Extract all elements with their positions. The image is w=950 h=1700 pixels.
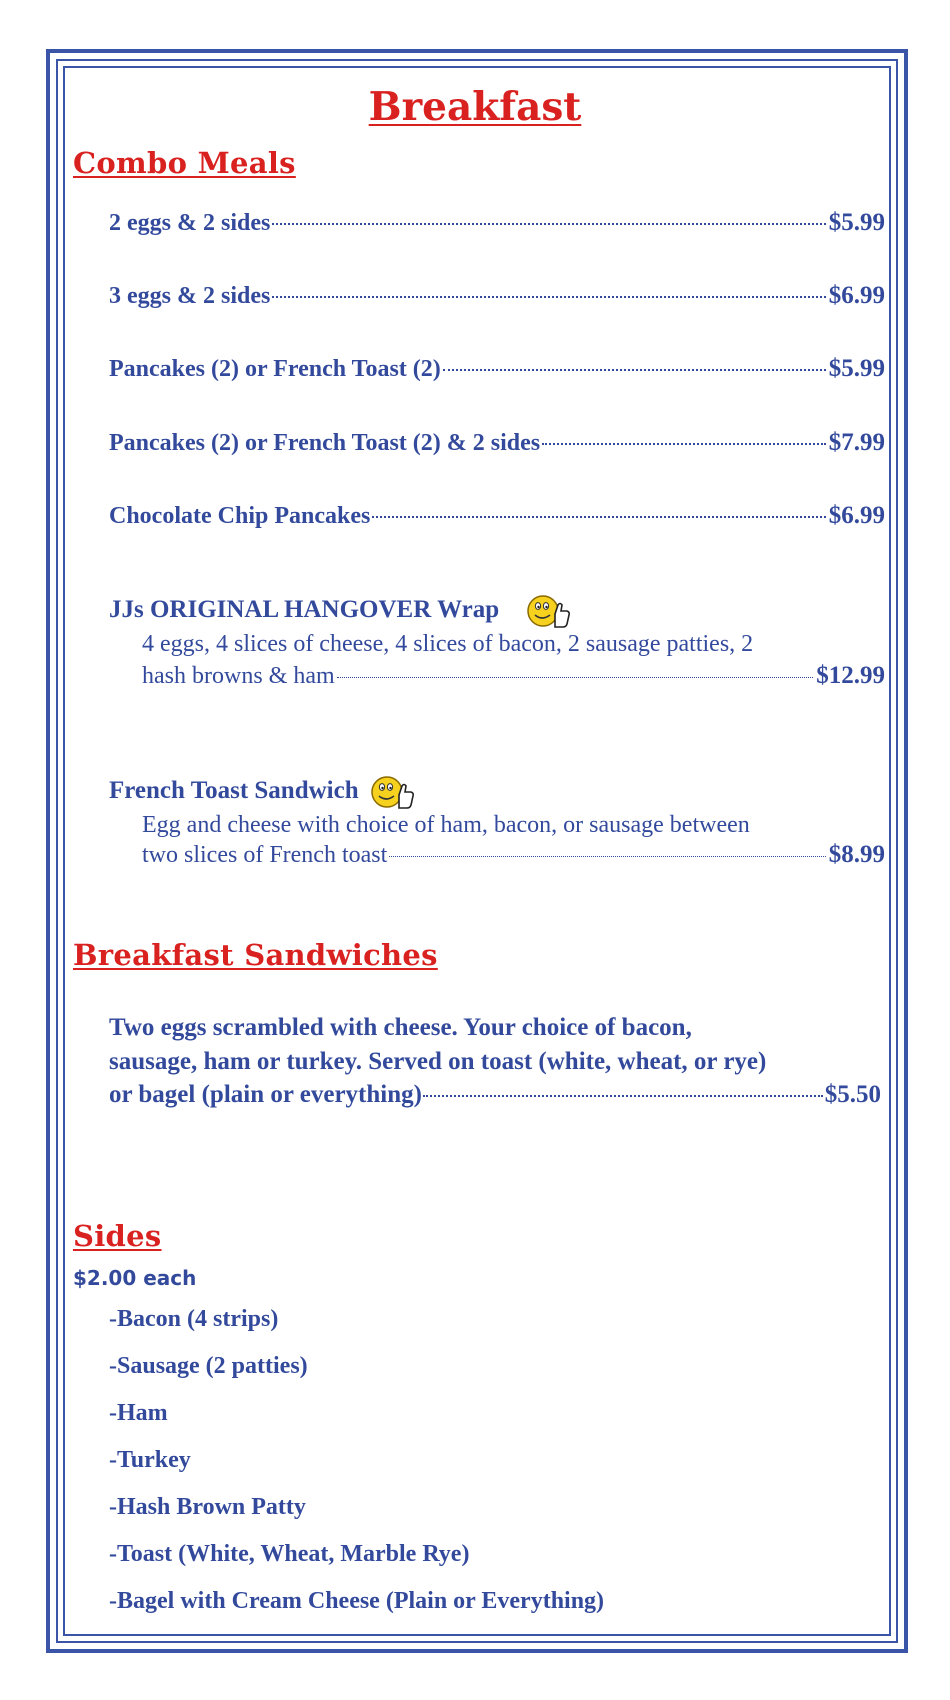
menu-item-price: $5.99 [828, 209, 885, 236]
menu-item-name: 2 eggs & 2 sides [109, 210, 271, 236]
list-item: -Bagel with Cream Cheese (Plain or Everything) [109, 1588, 605, 1614]
list-item: -Turkey [109, 1447, 191, 1473]
dot-leader [372, 516, 825, 518]
section-heading-combo-meals: Combo Meals [73, 146, 296, 180]
list-item: -Toast (White, Wheat, Marble Rye) [109, 1541, 470, 1567]
sandwich-description: Two eggs scrambled with cheese. Your choice of bacon, sausage, ham or turkey. Served on toast (white, wheat, or rye) [109, 1014, 767, 1075]
menu-item-name: Pancakes (2) or French Toast (2) & 2 sides [109, 430, 541, 456]
special-item-description: hash browns & ham [142, 663, 335, 689]
dot-leader [389, 856, 825, 857]
dot-leader [337, 677, 814, 678]
menu-item-price: $12.99 [816, 662, 885, 689]
list-item: -Ham [109, 1400, 168, 1426]
thumbs-up-smiley-icon [369, 771, 415, 811]
special-item-description: 4 eggs, 4 slices of cheese, 4 slices of bacon, 2 sausage patties, 2 [142, 631, 754, 657]
list-item: -Hash Brown Patty [109, 1494, 306, 1520]
page-title: Breakfast [368, 84, 582, 130]
special-item-price-line [142, 841, 885, 869]
special-item-price-line [142, 662, 885, 690]
thumbs-up-smiley-icon [525, 590, 571, 630]
menu-item-price: $5.99 [828, 355, 885, 382]
dot-leader [272, 223, 825, 225]
special-item-title: JJs ORIGINAL HANGOVER Wrap [109, 590, 571, 630]
special-item-title: French Toast Sandwich [109, 771, 415, 811]
list-item: -Sausage (2 patties) [109, 1353, 308, 1379]
special-item-description: Egg and cheese with choice of ham, bacon, or sausage between [142, 812, 750, 838]
menu-item-name: Pancakes (2) or French Toast (2) [109, 356, 441, 382]
dot-leader [443, 369, 826, 371]
menu-item [109, 209, 885, 237]
section-heading-sides: Sides [73, 1219, 162, 1253]
sandwich-price-line [109, 1081, 881, 1109]
menu-item [109, 355, 885, 383]
section-heading-breakfast-sandwiches: Breakfast Sandwiches [73, 938, 438, 972]
menu-item-price: $7.99 [828, 429, 885, 456]
dot-leader [423, 1095, 823, 1097]
dot-leader [272, 296, 825, 298]
sandwich-description: or bagel (plain or everything) [109, 1081, 422, 1108]
menu-item [109, 502, 885, 530]
menu-item-price: $6.99 [828, 282, 885, 309]
menu-item-price: $8.99 [828, 841, 885, 868]
list-item: -Bacon (4 strips) [109, 1306, 279, 1332]
special-item-description: two slices of French toast [142, 842, 388, 868]
sides-list [109, 1304, 604, 1633]
dot-leader [542, 443, 826, 445]
menu-item [109, 282, 885, 310]
menu-item-name: Chocolate Chip Pancakes [109, 503, 371, 529]
menu-item-price: $6.99 [828, 502, 885, 529]
menu-item-price: $5.50 [824, 1081, 881, 1108]
sides-price-note: $2.00 each [73, 1266, 197, 1290]
menu-item [109, 429, 885, 457]
menu-item-name: 3 eggs & 2 sides [109, 283, 271, 309]
